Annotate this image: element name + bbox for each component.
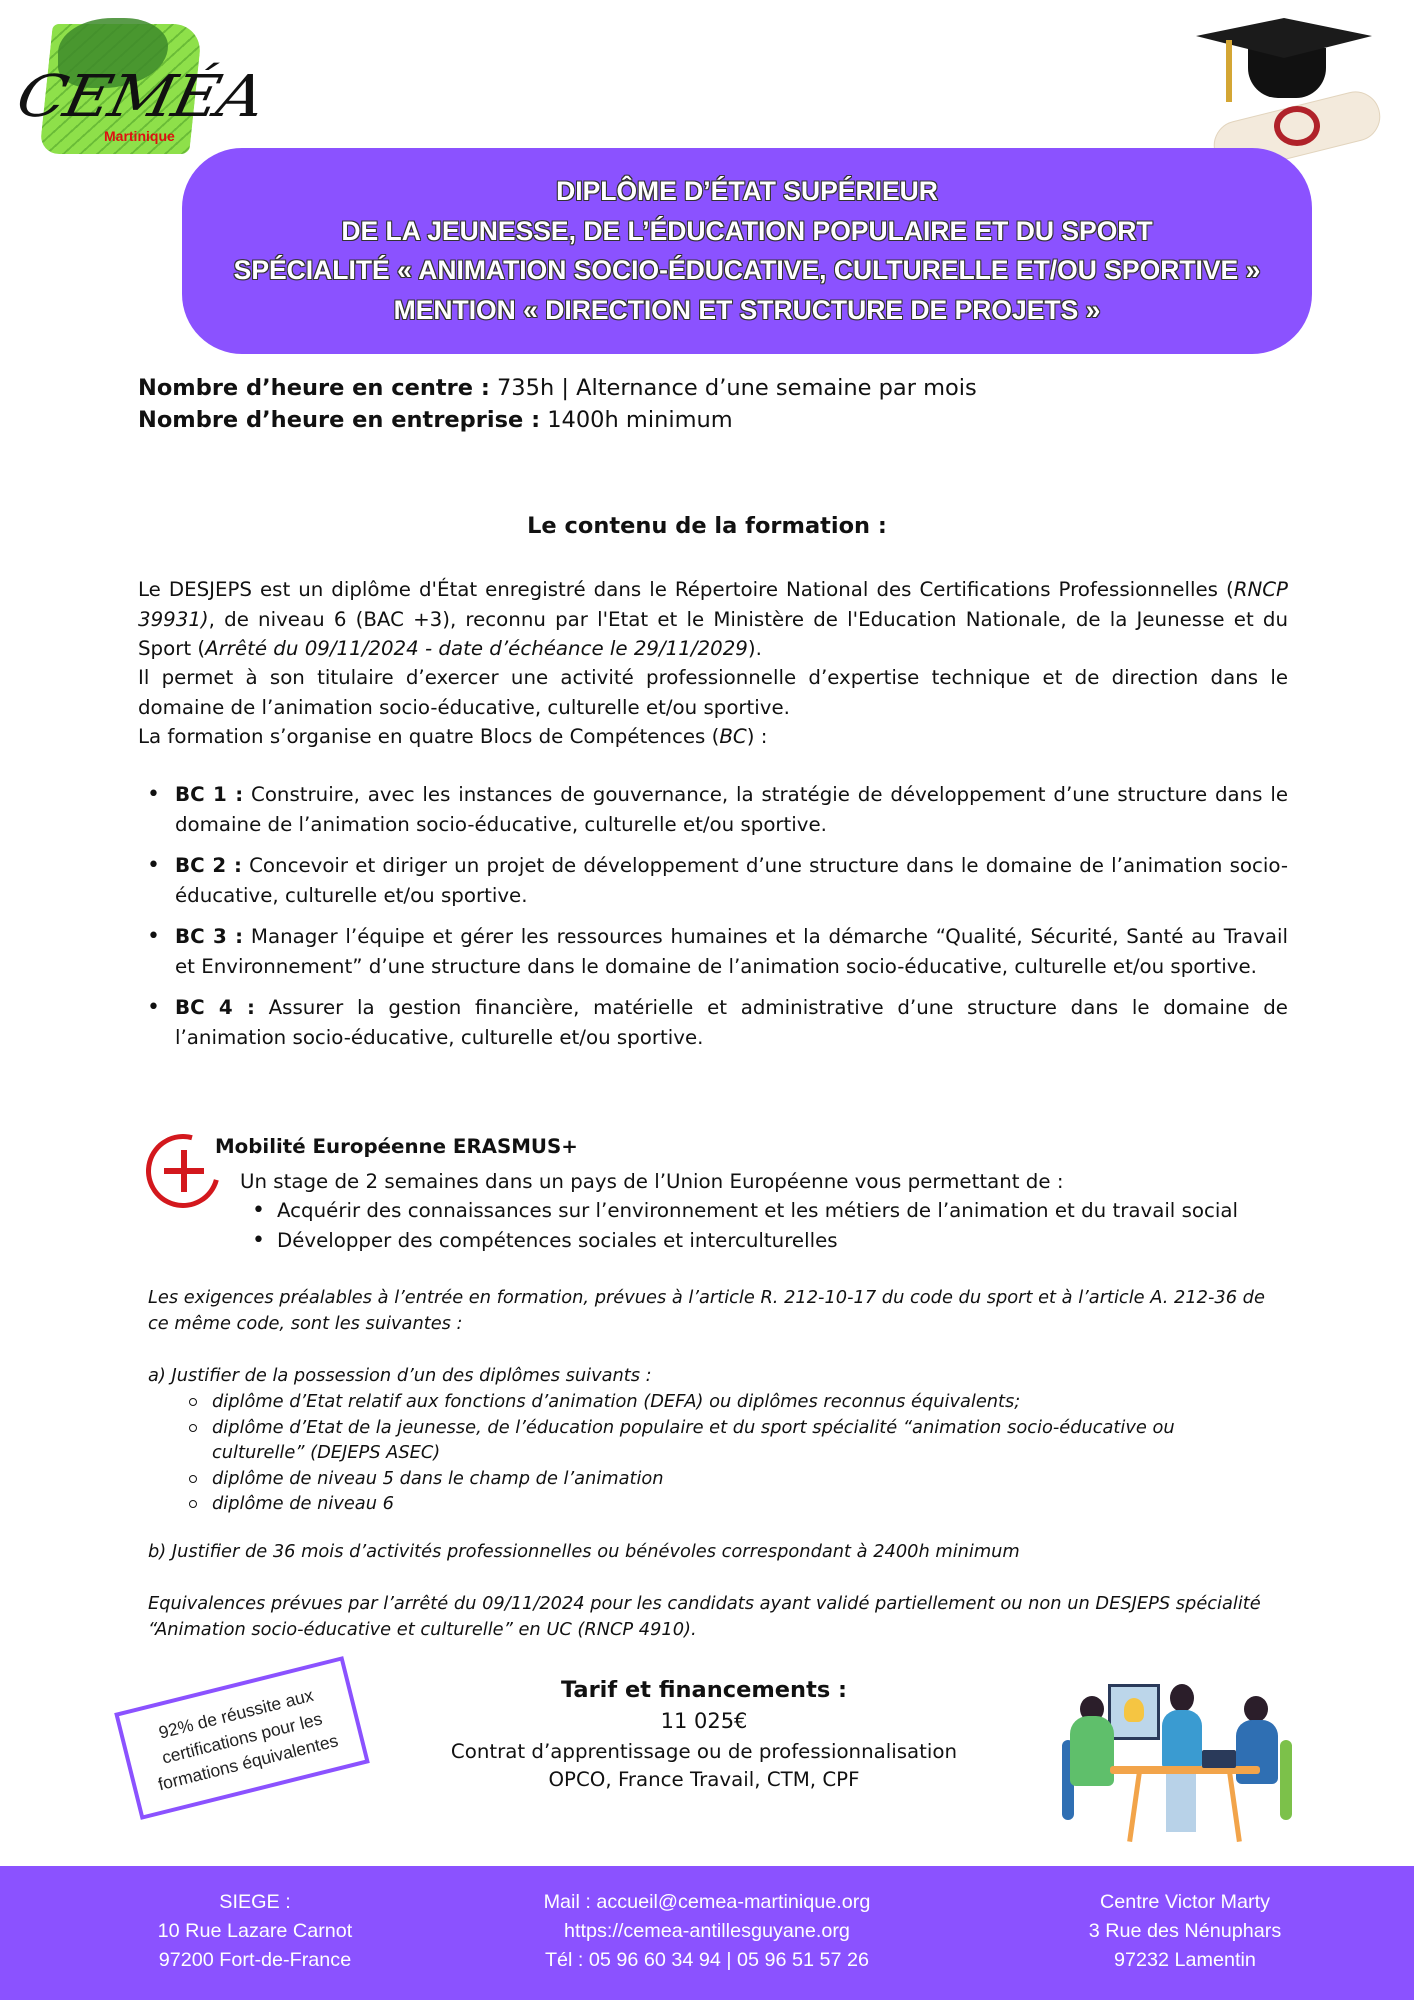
banner-line-3: SPÉCIALITÉ « ANIMATION SOCIO-ÉDUCATIVE, CULTURELLE ET/OU SPORTIVE » — [233, 255, 1261, 285]
footer-website-link[interactable]: https://cemea-antillesguyane.org — [564, 1920, 850, 1942]
hours-entreprise-label: Nombre d’heure en entreprise : — [138, 407, 541, 433]
banner-line-2: DE LA JEUNESSE, DE L’ÉDUCATION POPULAIRE ET DU SPORT — [341, 215, 1153, 246]
people-meeting-illustration — [1052, 1680, 1312, 1850]
footer-siege-city: 97200 Fort-de-France — [158, 1949, 352, 1971]
content-paragraph-2: Il permet à son titulaire d’exercer une activité professionnelle d’expertise technique et de direction dans le domaine de l’animation socio-éducative, culturelle et/ou sportive. — [138, 666, 1288, 719]
hours-centre-value: 735h | Alternance d’une semaine par mois — [489, 375, 977, 401]
list-item: • BC 3 : Manager l’équipe et gérer les ressources humaines et la démarche “Qualité, Sécurité, Santé au Travail et Environnement” d’une structure dans le domaine de l’animation socio-éducative, culturelle et/ou sportive. — [138, 922, 1288, 981]
erasmus-title: Mobilité Européenne ERASMUS+ — [215, 1135, 578, 1158]
banner-line-1: DIPLÔME D’ÉTAT SUPÉRIEUR — [556, 176, 938, 206]
hours-entreprise-value: 1400h minimum — [540, 407, 733, 433]
list-item: • BC 4 : Assurer la gestion financière, matérielle et administrative d’une structure dans le domaine de l’animation socio-éducative, culturelle et/ou sportive. — [138, 993, 1288, 1052]
footer-siege-street: 10 Rue Lazare Carnot — [157, 1920, 353, 1942]
footer-siege-label: SIEGE : — [219, 1891, 291, 1913]
tarif-line-1: Contrat d’apprentissage ou de professionnalisation — [450, 1740, 958, 1763]
erasmus-list — [240, 1196, 1238, 1255]
hours-entreprise — [138, 404, 977, 436]
tarif-line-2: OPCO, France Travail, CTM, CPF — [548, 1768, 860, 1791]
tarif-block — [404, 1674, 1004, 1794]
hours-info — [138, 372, 977, 436]
list-item: diplôme de niveau 5 dans le champ de l’animation — [148, 1466, 1258, 1492]
bc-list — [138, 780, 1288, 1064]
requirement-a: a) Justifier de la possession d’un des diplômes suivants : — [148, 1365, 652, 1386]
success-rate-stamp — [114, 1656, 370, 1820]
content-title: Le contenu de la formation : — [527, 513, 887, 539]
arrete-date: Arrêté du 09/11/2024 - date d’échéance le 29/11/2029 — [205, 637, 748, 660]
list-item: diplôme d’Etat de la jeunesse, de l’éducation populaire et du sport spécialité “animation socio-éducative ou culturelle” (DEJEPS ASEC) — [148, 1415, 1258, 1466]
logo-word: CEMÉA — [10, 63, 270, 131]
graduation-cap-icon — [1196, 10, 1382, 160]
footer-phone[interactable]: Tél : 05 96 60 34 94 | 05 96 51 57 26 — [544, 1949, 870, 1971]
title-banner — [182, 148, 1312, 354]
equivalences-note: Equivalences prévues par l’arrêté du 09/11/2024 pour les candidats ayant validé partiellement ou non un DESJEPS spécialité “Animation socio-éducative et culturelle” en UC (RNCP 4910). — [148, 1593, 1261, 1640]
requirement-b: b) Justifier de 36 mois d’activités professionnelles ou bénévoles correspondant à 2400h minimum — [148, 1541, 1020, 1562]
requirements-intro: Les exigences préalables à l’entrée en formation, prévues à l’article R. 212-10-17 du code du sport et à l’article A. 212-36 de ce même code, sont les suivantes : — [148, 1287, 1265, 1334]
footer — [0, 1866, 1414, 2000]
footer-centre-name: Centre Victor Marty — [1099, 1891, 1271, 1913]
tarif-price: 11 025€ — [660, 1709, 748, 1733]
logo-sub: Martinique — [104, 128, 175, 144]
erasmus-plus-icon — [142, 1130, 226, 1214]
list-item: diplôme de niveau 6 — [148, 1491, 1258, 1517]
footer-centre — [1030, 1888, 1340, 1975]
footer-siege — [100, 1888, 410, 1975]
list-item: • BC 2 : Concevoir et diriger un projet de développement d’une structure dans le domaine de l’animation socio-éducative, culturelle et/ou sportive. — [138, 851, 1288, 910]
footer-centre-street: 3 Rue des Nénuphars — [1088, 1920, 1282, 1942]
footer-centre-city: 97232 Lamentin — [1114, 1949, 1256, 1971]
stamp-text: 92% de réussite aux certifications pour les formations équivalentes — [155, 1684, 341, 1794]
hours-centre — [138, 372, 977, 404]
cemea-logo — [10, 18, 270, 158]
erasmus-intro: Un stage de 2 semaines dans un pays de l’Union Européenne vous permettant de : — [240, 1170, 1064, 1193]
content-paragraph-3: La formation s’organise en quatre Blocs de Compétences (BC) : — [138, 725, 768, 748]
list-item: • Acquérir des connaissances sur l’environnement et les métiers de l’animation et du travail social — [240, 1196, 1238, 1226]
footer-contact — [457, 1888, 957, 1975]
list-item: • BC 1 : Construire, avec les instances de gouvernance, la stratégie de développement d’une structure dans le domaine de l’animation socio-éducative, culturelle et/ou sportive. — [138, 780, 1288, 839]
content-paragraph-1: Le DESJEPS est un diplôme d'État enregistré dans le Répertoire National des Certifications Professionnelles (RNCP 39931), de niveau 6 (BAC +3), reconnu par l'Etat et le Ministère de l'Education Nationale, de la Jeunesse et du Sport (Arrêté du 09/11/2024 - date d’échéance le 29/11/2029). — [138, 578, 1288, 660]
list-item: diplôme d’Etat relatif aux fonctions d’animation (DEFA) ou diplômes reconnus équivalents; — [148, 1389, 1258, 1415]
list-item: • Développer des compétences sociales et interculturelles — [240, 1226, 1238, 1256]
footer-email[interactable]: Mail : accueil@cemea-martinique.org — [543, 1891, 871, 1913]
requirement-a-list — [148, 1389, 1258, 1517]
hours-centre-label: Nombre d’heure en centre : — [138, 375, 490, 401]
banner-line-4: MENTION « DIRECTION ET STRUCTURE DE PROJETS » — [393, 294, 1101, 325]
tarif-title: Tarif et financements : — [560, 1677, 848, 1703]
rncp-code: RNCP 39931) — [138, 578, 1288, 631]
